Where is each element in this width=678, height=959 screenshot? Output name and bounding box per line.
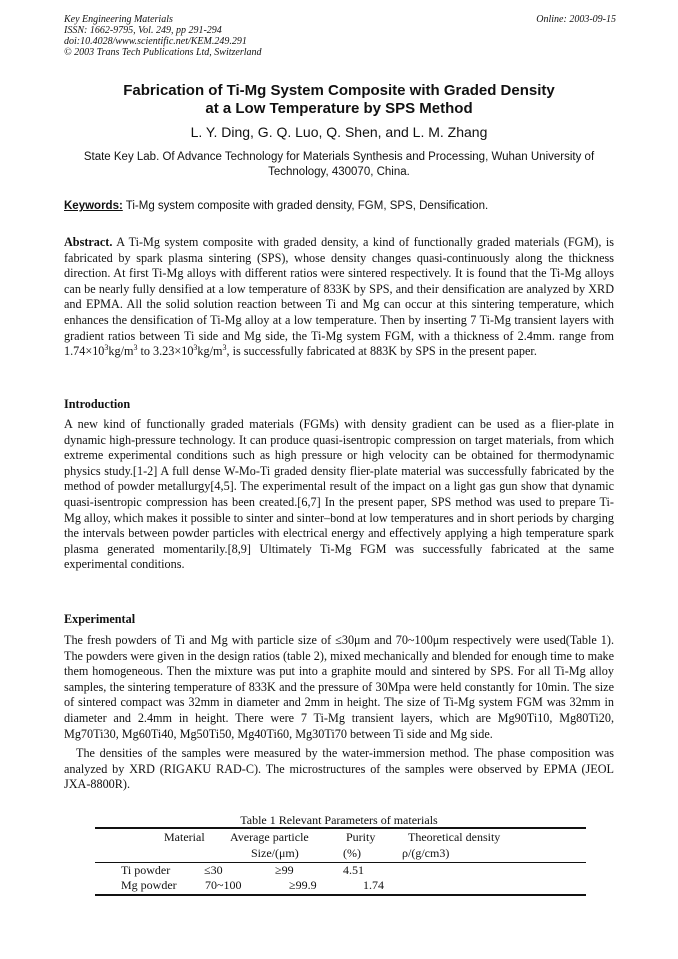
experimental-paragraph-1: The fresh powders of Ti and Mg with particle size of ≤30μm and 70~100μm respectively were used(Table 1). The powders were given in the design ratios (table 2), mixed mechanically and blended for enough time to make them homogeneous. Then the mixture was put into a graphite mould and sintered by SPS. For all Ti-Mg alloy samples, the sintering temperature of 833K and the pressure of 30Mpa were held constantly for 10min. The size of sintered compact was 32mm in diameter and 2mm in height. The size of Ti-Mg system FGM was 32mm in diameter and 2.4mm in height. There were 7 Ti-Mg transient layers, which are Mg90Ti10, Mg80Ti20, Mg70Ti30, Mg60Ti40, Mg50Ti50, Mg40Ti60, Mg30Ti70 between Ti side and Mg side.: [64, 633, 614, 741]
table-subheader-rho: ρ/(g/cm3): [402, 846, 450, 860]
abstract-text-2: kg/m: [108, 344, 134, 359]
paper-title: [0, 82, 678, 118]
title-line-2: at a Low Temperature by SPS Method: [205, 100, 473, 117]
journal-name: Key Engineering Materials: [64, 14, 173, 25]
experimental-paragraph-2: The densities of the samples were measured by the water-immersion method. The phase composition was analyzed by XRD (RIGAKU RAD-C). The microstructures of the samples were observed by EPMA (JEOL JXA-8800R).: [64, 746, 614, 792]
authors: L. Y. Ding, G. Q. Luo, Q. Shen, and L. M. Zhang: [190, 124, 488, 140]
keywords-text: Ti-Mg system composite with graded density, FGM, SPS, Densification.: [122, 200, 489, 212]
abstract-sup-4: 3: [222, 343, 227, 353]
table-cell-r1-material: Ti powder: [121, 863, 171, 877]
table-top-rule: [95, 827, 586, 829]
introduction-heading: Introduction: [64, 397, 131, 411]
doi-line: doi:10.4028/www.scientific.net/KEM.249.291: [64, 36, 247, 47]
copyright-line: © 2003 Trans Tech Publications Ltd, Switzerland: [64, 47, 262, 58]
abstract-text-3: to 3.23×10: [137, 344, 194, 359]
table-cell-r1-purity: ≥99: [275, 863, 294, 877]
abstract-text-4: kg/m: [197, 344, 223, 359]
table-caption: Table 1 Relevant Parameters of materials: [240, 813, 438, 827]
issn-line: ISSN: 1662-9795, Vol. 249, pp 291-294: [64, 25, 222, 36]
abstract-sup-1: 3: [104, 343, 109, 353]
keywords: [64, 199, 616, 214]
table-bottom-rule: [95, 894, 586, 896]
abstract-sup-3: 3: [193, 343, 198, 353]
table-header-particle: Average particle: [230, 830, 309, 844]
table-header-density: Theoretical density: [408, 830, 501, 844]
table-cell-r2-density: 1.74: [363, 878, 384, 892]
table-cell-r1-size: ≤30: [204, 863, 223, 877]
affiliation: State Key Lab. Of Advance Technology for Materials Synthesis and Processing, Wuhan University of Technology, 430070, China.: [83, 151, 595, 178]
introduction-text: A new kind of functionally graded materials (FGMs) with density gradient can be used as a flier-plate in dynamic high-pressure technology. It can produce quasi-isentropic compression on target materials, from which extreme experimental conditions such as high pressure or high velocity can be obtained for thermodynamic physics study.[1-2] A full dense W-Mo-Ti graded density flier-plate material was successfully fabricated by the method of powder metallurgy[4,5]. The experimental result of the impact on a light gas gun show that dynamic quasi-isentropic compression has been created.[6,7] In the present paper, SPS method was used to prepare Ti-Mg alloy, which makes it possible to sinter and sinter–bond at low temperatures and in short periods by charging the intervals between powder particles with electrical energy and effectively applying a high temperature spark plasma generated momentarily.[8,9] Ultimately Ti-Mg FGM was successfully fabricated at the same experimental conditions.: [64, 417, 614, 572]
table-subheader-size: Size/(μm): [251, 846, 299, 860]
table-header-purity: Purity: [346, 830, 376, 844]
table-header-material: Material: [164, 830, 205, 844]
abstract-text-1: A Ti-Mg system composite with graded density, a kind of functionally graded materials (FGM), is fabricated by spark plasma sintering (SPS), whose density changes quasi-continuously along the thickness direction. At first Ti-Mg alloys with different ratios were sintered respectively. It is found that the Ti-Mg alloys can be nearly fully densified at a low temperature of 833K by SPS, and their densification are analyzed by XRD and EPMA. All the solid solution reaction between Ti and Mg can occur at this sintering temperature, which enhances the densification of Ti-Mg alloy at a low temperature. Then by inserting 7 Ti-Mg transient layers with gradient ratios between Ti side and Mg side, the Ti-Mg system FGM, with a thickness of 2.4mm. range from 1.74×10: [64, 235, 614, 359]
abstract-label: Abstract.: [64, 235, 113, 249]
journal-header: [64, 14, 616, 58]
keywords-label: Keywords:: [64, 200, 123, 212]
table-cell-r2-purity: ≥99.9: [289, 878, 317, 892]
table-cell-r2-size: 70~100: [205, 878, 242, 892]
online-date: Online: 2003-09-15: [536, 14, 616, 25]
table-subheader-percent: (%): [343, 846, 361, 860]
table-cell-r2-material: Mg powder: [121, 878, 177, 892]
abstract-text-5: , is successfully fabricated at 883K by SPS in the present paper.: [226, 344, 537, 359]
title-line-1: Fabrication of Ti-Mg System Composite with Graded Density: [123, 82, 555, 99]
experimental-heading: Experimental: [64, 612, 136, 626]
abstract-sup-2: 3: [133, 343, 138, 353]
abstract: [64, 235, 614, 360]
table-cell-r1-density: 4.51: [343, 863, 364, 877]
